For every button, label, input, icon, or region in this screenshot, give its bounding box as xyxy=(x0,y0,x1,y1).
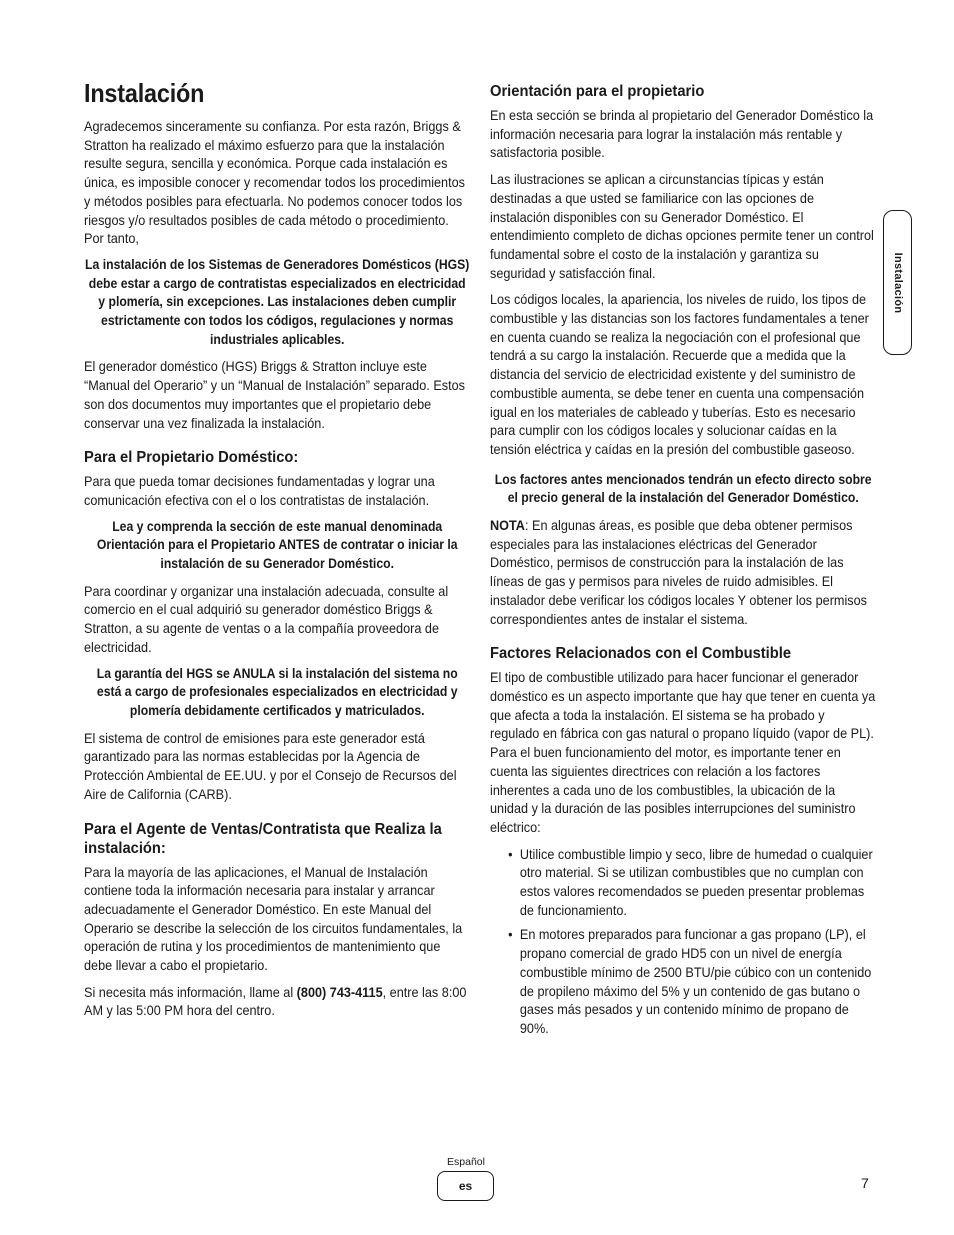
contact-text-pre: Si necesita más información, llame al xyxy=(84,983,297,1000)
installer-warning: La instalación de los Sistemas de Generadores Domésticos (HGS) debe estar a cargo de contratistas especializados en electricidad y plomería, sin excepciones. Las instalaciones deben cumplir estrictamente con todos los códigos, regulaciones y normas industriales aplicables. xyxy=(85,256,470,347)
bullet-icon: • xyxy=(508,845,513,862)
list-item xyxy=(490,845,876,920)
orientation-paragraph-2: Las ilustraciones se aplican a circunstancias típicas y están destinadas a que usted se familiarice con las opciones de instalación disponibles con su Generador Doméstico. El entendimiento completo de dichas opciones permite tener un control fundamental sobre el costo de la instalación y garantiza su seguridad y satisfacción final. xyxy=(490,171,874,281)
phone-number: (800) 743-4115 xyxy=(296,983,383,1000)
note-paragraph xyxy=(490,516,876,628)
list-item xyxy=(490,925,876,1037)
owner-warning: Lea y comprenda la sección de este manual denominada Orientación para el Propietario ANTES de contratar o iniciar la instalación de su Generador Doméstico. xyxy=(96,518,458,572)
page-title: Instalación xyxy=(84,78,205,108)
dealer-heading: Para el Agente de Ventas/Contratista que Realiza la instalación: xyxy=(84,820,442,857)
list-item-text: Utilice combustible limpio y seco, libre de humedad o cualquier otro material. Si se utilizan combustibles que no cumplan con estos valores recomendados se pueden presentar problemas de funcionamiento. xyxy=(519,845,873,918)
language-badge: es xyxy=(437,1171,494,1201)
left-column xyxy=(84,78,470,1028)
bullet-icon: • xyxy=(508,926,513,943)
note-label: NOTA xyxy=(490,517,525,534)
fuel-heading: Factores Relacionados con el Combustible xyxy=(490,645,792,663)
dealer-paragraph-2 xyxy=(84,983,470,1020)
fuel-paragraph: El tipo de combustible utilizado para hacer funcionar el generador doméstico es un aspecto importante que hay que tener en cuenta ya que afecta a toda la instalación. El sistema se ha probado y regulado en fábrica con gas natural o propano líquido (vapor de PL). Para el buen funcionamiento del motor, es importante tener en cuenta las siguientes directrices con relación a los factores inherentes a cada uno de los combustibles, la ubicación de la unidad y la duración de las posibles interrupciones del suministro eléctrico: xyxy=(490,669,876,835)
owner-heading: Para el Propietario Doméstico: xyxy=(84,449,299,467)
manuals-paragraph: El generador doméstico (HGS) Briggs & Stratton incluye este “Manual del Operario” y un “Manual de Instalación” separado. Estos son dos documentos muy importantes que el propietario debe conservar una vez finalizada la instalación. xyxy=(84,358,466,431)
section-tab xyxy=(883,210,912,355)
orientation-heading: Orientación para el propietario xyxy=(490,83,705,100)
page-number: 7 xyxy=(861,1175,869,1191)
factors-warning: Los factores antes mencionados tendrán un efecto directo sobre el precio general de la instalación del Generador Doméstico. xyxy=(494,471,872,506)
owner-paragraph-2: Para coordinar y organizar una instalación adecuada, consulte al comercio en el cual adquirió su generador doméstico Briggs & Stratton, a su agente de ventas o a la compañía proveedora de electricidad. xyxy=(84,582,449,655)
language-label: Español xyxy=(447,1156,485,1168)
orientation-paragraph-1: En esta sección se brinda al propietario del Generador Doméstico la información necesaria para lograr la instalación más rentable y satisfactoria posible. xyxy=(490,107,874,161)
note-text: : En algunas áreas, es posible que deba obtener permisos especiales para las instalaciones eléctricas del Generador Doméstico, permisos de construcción para la instalación de las líneas de gas y permisos para niveles de ruido admisibles. El instalador debe verificar los códigos locales Y obtener los permisos correspondientes antes de instalar el sistema. xyxy=(490,517,868,627)
fuel-guidelines-list xyxy=(490,845,876,1038)
dealer-paragraph-1: Para la mayoría de las aplicaciones, el Manual de Instalación contiene toda la información necesaria para instalar y arrancar adecuadamente el Generador Doméstico. En este Manual del Operario se describe la selección de los circuitos fundamentales, la operación de rutina y los procedimientos de mantenimiento que debe llevar a cabo el propietario. xyxy=(84,863,463,974)
section-tab-label: Instalación xyxy=(891,252,904,313)
contact-text-post: , entre las 8:00 AM y las 5:00 PM hora del centro. xyxy=(84,983,467,1019)
list-item-text: En motores preparados para funcionar a gas propano (LP), el propano comercial de grado HD5 con un nivel de energía combustible mínimo de 2500 BTU/pie cúbico con un contenido de propileno máximo del 5% y un contenido de gas butano o gases más pesados y un contenido mínimo de propano de 90%. xyxy=(519,926,872,1036)
right-column xyxy=(490,78,876,1044)
intro-paragraph: Agradecemos sinceramente su confianza. Por esta razón, Briggs & Stratton ha realizado el máximo esfuerzo para que la instalación resulte segura, sencilla y económica. Porque cada instalación es única, es imposible conocer y recomendar todos los procedimientos y métodos posibles para efectuarla. No podemos conocer todos los riesgos y/o resultados posibles de cada método o procedimiento. Por tanto, xyxy=(84,118,466,247)
emissions-paragraph: El sistema de control de emisiones para este generador está garantizado para las normas establecidas por la Agencia de Protección Ambiental de EE.UU. y por el Consejo de Recursos del Aire de California (CARB). xyxy=(84,729,457,802)
owner-paragraph-1: Para que pueda tomar decisiones fundamentadas y lograr una comunicación efectiva con el o los contratistas de instalación. xyxy=(84,473,435,508)
orientation-paragraph-3: Los códigos locales, la apariencia, los niveles de ruido, los tipos de combustible y las distancias son los factores fundamentales a tener en cuenta cuando se realiza la negociación con el profesional que tendrá a su cargo la instalación. Recuerde que a medida que la distancia del servicio de electricidad existente y del suministro de combustible aumenta, se debe tener en cuenta una compensación igual en los materiales de cableado y tuberías. Esto es necesario para cumplir con los códigos locales y solucionar caídas en la tensión eléctrica y caídas en la presión del combustible gaseoso. xyxy=(490,291,869,457)
warranty-warning: La garantía del HGS se ANULA si la instalación del sistema no está a cargo de profesionales especializados en electricidad y plomería debidamente certificados y matriculados. xyxy=(96,665,458,718)
